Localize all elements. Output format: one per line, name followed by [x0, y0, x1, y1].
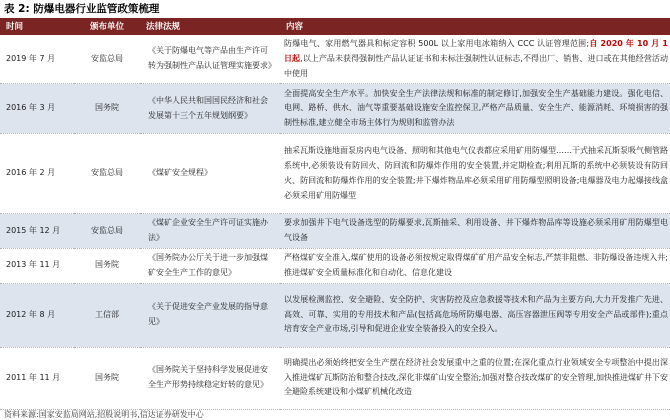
table-row — [0, 248, 670, 283]
row-content: 抽采瓦斯设施地面泵房内电气设备、照明和其他电气仪表都应采用矿用防爆型……干式抽采瓦斯泵吸气侧管路系统中,必须装设有防回火、防回流和防爆炸作用的安全装置,并定期检查;利用瓦斯的系统中必须装设有防回火、防回流和防爆炸作用的安全装置;井下爆炸物品库必须采用矿用防爆型照明设备;电爆器及电力起爆接线盒必须采用矿用防爆型 — [280, 134, 670, 214]
row-date: 2019 年 7 月 — [0, 35, 74, 84]
table-row — [0, 134, 670, 214]
header-law: 法律法规 — [140, 20, 280, 35]
header-date: 时间 — [0, 20, 74, 35]
table-row — [0, 84, 670, 134]
table-title: 表 2: 防爆电器行业监管政策梳理 — [4, 3, 160, 15]
row-law: 《国务院办公厅关于进一步加强煤矿安全生产工作的意见》 — [140, 248, 280, 283]
row-date: 2011 年 11 月 — [0, 347, 74, 409]
row-date: 2016 年 3 月 — [0, 84, 74, 134]
row-law: 《煤矿企业安全生产许可证实施办法》 — [140, 214, 280, 249]
highlight-date: 自 2020 年 10 月 1 日起 — [284, 39, 668, 63]
row-content: 明确提出必须始终把安全生产摆在经济社会发展重中之重的位置;在深化重点行业领域安全专项整治中提出深入推进煤矿瓦斯防治和整合技改,深化非煤矿山安全整治;加强对整合技改煤矿的安全管理,加快推进煤矿井下安全避险系统建设和小煤矿机械化改造 — [280, 347, 670, 409]
table-header-row — [0, 20, 670, 35]
row-law: 《关于防爆电气等产品由生产许可转为强制性产品认证管理实施要求》 — [140, 35, 280, 84]
content-text: ,以上产品未获得强制性产品认证证书和未标注强制性认证标志,不得出厂、销售、进口或在其他经营活动中使用 — [284, 53, 668, 78]
row-content: 严格煤矿安全准入,煤矿使用的设备必须按规定取得煤矿矿用产品安全标志,严禁非阻燃、非防爆设备违规入井;推进煤矿安全质量标准化和自动化、信息化建设 — [280, 248, 670, 283]
table-row — [0, 347, 670, 409]
row-law: 《关于促进安全产业发展的指导意见》 — [140, 283, 280, 347]
row-org: 安监总局 — [74, 214, 140, 249]
row-date: 2013 年 11 月 — [0, 248, 74, 283]
row-org: 安监总局 — [74, 35, 140, 84]
row-org: 国务院 — [74, 84, 140, 134]
row-law: 《中华人民共和国国民经济和社会发展第十三个五年规划纲要》 — [140, 84, 280, 134]
row-date: 2012 年 8 月 — [0, 283, 74, 347]
row-content: 要求加强井下电气设备选型的防爆要求,瓦斯抽采、利用设备、井下爆炸物品库等设施必须采用矿用防爆型电气设备 — [280, 214, 670, 249]
row-date: 2015 年 12 月 — [0, 214, 74, 249]
row-content — [280, 35, 670, 84]
row-org: 国务院 — [74, 248, 140, 283]
source-note: 资料来源:国家安监局网站,招股说明书,信达证券研发中心 — [4, 410, 204, 419]
row-content: 以发展检测监控、安全避险、安全防护、灾害防控及应急救援等技术和产品为主要方向,大力开发推广先进、高效、可靠、实用的专用技术和产品(包括高危场所防爆电器、高压容器泄压阀等专用安全产品或部件);重点培育安全产业市场,引导和促进企业安全装备投入的安全投入。 — [280, 283, 670, 347]
header-content: 内容 — [280, 20, 670, 35]
row-org: 工信部 — [74, 283, 140, 347]
row-org: 国务院 — [74, 347, 140, 409]
policy-table — [0, 20, 670, 410]
header-org: 颁布单位 — [74, 20, 140, 35]
row-law: 《国务院关于坚持科学发展促进安全生产形势持续稳定好转的意见》 — [140, 347, 280, 409]
row-law: 《煤矿安全规程》 — [140, 134, 280, 214]
table-row — [0, 35, 670, 84]
row-date: 2016 年 2 月 — [0, 134, 74, 214]
row-org: 安监总局 — [74, 134, 140, 214]
content-text: 防爆电气、家用燃气器具和标定容积 500L 以上家用电冰箱纳入 CCC 认证管理范围; — [284, 39, 590, 48]
row-content: 全面提高安全生产水平。加快安全生产法律法规和标准的制定修订,加强安全生产基础能力建设。强化电信、电网、路桥、供水、油气等重要基础设施安全监控保卫,严格产品质量、安全生产、能源消耗、环境损害的强制性标准,建立健全市场主体行为规则和监管办法 — [280, 84, 670, 134]
table-row — [0, 283, 670, 347]
table-row — [0, 214, 670, 249]
